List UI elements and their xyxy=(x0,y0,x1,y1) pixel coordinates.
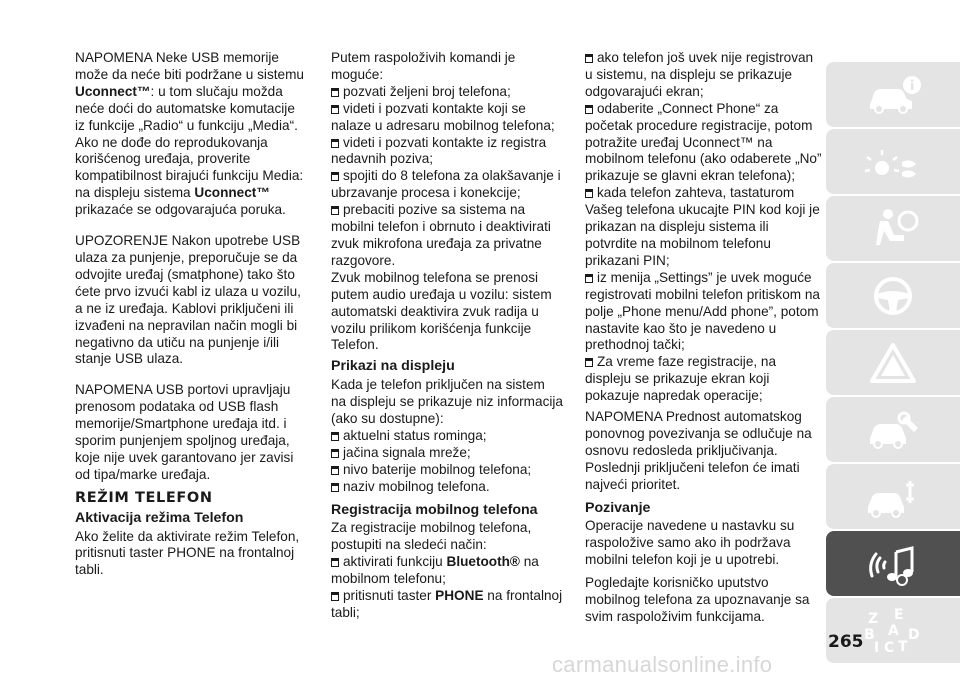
list-item: pritisnuti taster PHONE na frontalnoj tabli; xyxy=(331,588,563,620)
checkbox-bullet-icon xyxy=(331,206,339,215)
list-item: iz menija „Settings” je uvek moguće registrovati mobilni telefon pritiskom na polje „Phone menu/Add phone”, potom nastavite kao što je navedeno u prethodnoj tački; xyxy=(585,269,820,353)
car-info-icon xyxy=(862,71,924,119)
checkbox-bullet-icon xyxy=(331,466,339,475)
index-letter: I xyxy=(874,639,880,655)
tab-technical-data[interactable] xyxy=(826,464,960,529)
list-item: prebaciti pozive sa sistema na mobilni telefon i obrnuto i deaktivirati zvuk mikrofona uređaja za privatne razgovore. xyxy=(331,202,551,268)
tab-multimedia[interactable] xyxy=(826,531,960,596)
list-item: kada telefon zahteva, tastaturom Vašeg telefona ukucajte PIN kod koji je prikazan na displeju sistema ili potvrdite na mobilnom telefonu prikazani PIN; xyxy=(585,185,820,268)
dashboard-lights-icon xyxy=(862,138,924,186)
text-column-2 xyxy=(331,50,563,622)
tab-starting-driving[interactable] xyxy=(826,263,960,328)
note-usb-compat: NAPOMENA Neke USB memorije može da neće biti podržane u sistemu Uconnect™: u tom slučaju možda neće doći do automatske komutacije iz funkcije „Radio“ u funkciju „Media“. Ako ne dođe do reprodukovanja korišćenog uređaja, proverite kompatibilnost birajući funkciju Media: na displeju sistema Uconnect™ prikazaće se odgovarajuća poruka. xyxy=(75,50,304,218)
tab-dashboard[interactable] xyxy=(826,129,960,194)
list-item: odaberite „Connect Phone“ za početak procedure registracije, potom potražite uređaj Uconnect™ na mobilnom telefonu (ako odaberete „No” prikazuje se glavni ekran telefona); xyxy=(585,100,822,184)
list-item: jačina signala mreže; xyxy=(331,445,563,462)
paragraph-calling-1: Operacije navedene u nastavku su raspoložive samo ako ih podržava mobilni telefon koji je u upotrebi. xyxy=(585,518,795,568)
page-number: 265 xyxy=(828,632,864,652)
paragraph-intro: Putem raspoloživih komandi je moguće: xyxy=(331,50,516,82)
paragraph-activate-phone: Ako želite da aktivirate režim Telefon, pritisnuti taster PHONE na frontalnoj tabli. xyxy=(75,528,300,578)
index-letter: E xyxy=(894,606,904,623)
multimedia-icon xyxy=(862,540,924,588)
tab-car-info[interactable] xyxy=(826,62,960,127)
checkbox-bullet-icon xyxy=(331,88,339,97)
checkbox-bullet-icon xyxy=(585,54,593,63)
list-item: nivo baterije mobilnog telefona; xyxy=(331,462,563,479)
paragraph-calling-2: Pogledajte korisničko uputstvo mobilnog telefona za upoznavanje sa svim raspoloživim funkcijama. xyxy=(585,575,810,624)
subsection-display: Prikazi na displeju xyxy=(331,358,455,375)
car-service-icon xyxy=(862,406,924,454)
index-letter: D xyxy=(908,626,920,643)
note-usb-ports: NAPOMENA USB portovi upravljaju prenosom podataka od USB flash memorije/Smartphone uređaja itd. i sporim punjenjem spoljnog uređaja, koje nije uvek garantovano jer zavisi od tipa/marke uređaja. xyxy=(75,382,294,482)
tab-safety[interactable] xyxy=(826,196,960,261)
checkbox-bullet-icon xyxy=(585,358,593,367)
checkbox-bullet-icon xyxy=(331,558,339,567)
steering-wheel-icon xyxy=(862,272,924,320)
list-item: videti i pozvati kontakte iz registra nedavnih poziva; xyxy=(331,134,547,167)
checkbox-bullet-icon xyxy=(585,274,593,283)
tab-index[interactable] xyxy=(826,598,960,663)
checkbox-bullet-icon xyxy=(585,189,593,198)
checkbox-bullet-icon xyxy=(331,449,339,458)
checkbox-bullet-icon xyxy=(331,592,339,601)
checkbox-bullet-icon xyxy=(331,139,339,148)
list-item: ako telefon još uvek nije registrovan u sistemu, na displeju se prikazuje odgovarajući ekran; xyxy=(585,50,814,99)
note-reconnect-priority: NAPOMENA Prednost automatskog ponovnog povezivanja se odlučuje na osnovu redosleda priključivanja. Poslednji priključeni telefon će imati najveći prioritet. xyxy=(585,409,812,492)
subsection-registration: Registracija mobilnog telefona xyxy=(331,501,538,518)
list-display-info xyxy=(331,428,563,496)
section-title: REŽIM TELEFON xyxy=(75,489,213,506)
paragraph-display: Kada je telefon priključen na sistem na displeju se prikazuje niz informacija (ako su dostupne): xyxy=(331,377,563,427)
list-item: Za vreme faze registracije, na displeju se prikazuje ekran koji pokazuje napredak operacije; xyxy=(585,354,777,404)
list-item: spojiti do 8 telefona za olakšavanje i ubrzavanje procesa i konekcije; xyxy=(331,168,561,201)
tab-emergency[interactable] xyxy=(826,330,960,395)
text-column-1 xyxy=(75,50,305,593)
index-letter: C xyxy=(884,639,895,655)
list-item: pozvati željeni broj telefona; xyxy=(331,84,563,101)
checkbox-bullet-icon xyxy=(585,105,593,114)
paragraph-registration: Za registracije mobilnog telefona, postupiti na sledeći način: xyxy=(331,520,532,553)
warning-usb-charging: UPOZORENJE Nakon upotrebe USB ulaza za punjenje, preporučuje se da odvojite uređaj (smatphone) tako što ćete prvo izvući kabl iz ulaza u vozilu, a ne iz uređaja. Kablovi priključeni ili izvađeni na nepravilan način mogli bi negativno da utiču na punjenje i/ili stanje USB ulaza. xyxy=(75,233,301,367)
tab-maintenance[interactable] xyxy=(826,397,960,462)
checkbox-bullet-icon xyxy=(331,105,339,114)
text-column-3 xyxy=(585,50,822,640)
list-item: aktivirati funkciju Bluetooth® na mobilnom telefonu; xyxy=(331,554,539,587)
index-letter: T xyxy=(898,638,908,655)
checkbox-bullet-icon xyxy=(331,432,339,441)
list-item: aktuelni status rominga; xyxy=(331,428,563,445)
index-letter: Z xyxy=(868,610,879,627)
checkbox-bullet-icon xyxy=(331,172,339,181)
list-functions xyxy=(331,84,563,270)
airbag-seat-icon xyxy=(862,205,924,253)
subsection-calling: Pozivanje xyxy=(585,499,651,516)
list-registration-steps xyxy=(331,554,563,622)
technical-data-icon xyxy=(862,473,924,521)
index-icon xyxy=(862,607,924,655)
paragraph-audio: Zvuk mobilnog telefona se prenosi putem audio uređaja u vozilu: sistem automatski deaktivira zvuk radija u vozilu prilikom korišćenja funkcije Telefon. xyxy=(331,269,552,353)
watermark: carmanualsonline.info xyxy=(552,652,773,677)
warning-triangle-icon xyxy=(862,339,924,387)
list-item: videti i pozvati kontakte koji se nalaze u adresaru mobilnog telefona; xyxy=(331,100,555,133)
subsection-title: Aktivacija režima Telefon xyxy=(75,509,244,526)
list-registration-continued xyxy=(585,50,822,405)
list-item: naziv mobilnog telefona. xyxy=(331,479,563,496)
index-letter: B xyxy=(864,626,875,643)
index-letter: A xyxy=(888,622,899,639)
checkbox-bullet-icon xyxy=(331,483,339,492)
